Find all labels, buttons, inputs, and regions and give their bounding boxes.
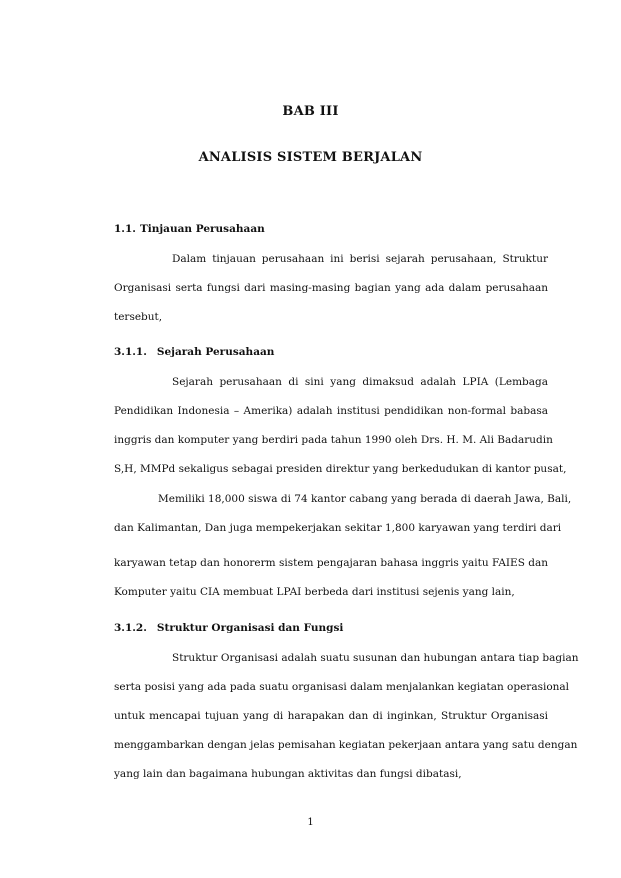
paragraph-line: inggris dan komputer yang berdiri pada tahun 1990 oleh Drs. H. M. Ali Badarudin [114, 434, 553, 446]
paragraph-line: untuk mencapai tujuan yang di harapakan dan di inginkan, Struktur Organisasi [114, 710, 548, 722]
section-title: Sejarah Perusahaan [156, 346, 275, 358]
paragraph-line: karyawan tetap dan honorerm sistem pengajaran bahasa inggris yaitu FAIES dan [114, 557, 548, 569]
paragraph-line: serta posisi yang ada pada suatu organisasi dalam menjalankan kegiatan operasional [114, 681, 570, 693]
paragraph-line: S,H, MMPd sekaligus sebagai presiden direktur yang berkedudukan di kantor pusat, [114, 463, 567, 475]
paragraph-line: Dalam tinjauan perusahaan ini berisi sejarah perusahaan, Struktur [172, 253, 548, 265]
paragraph-line: dan Kalimantan, Dan juga mempekerjakan sekitar 1,800 karyawan yang terdiri dari [114, 522, 562, 534]
section-heading-sejarah [114, 346, 274, 358]
section-number: 3.1.1. [114, 346, 147, 358]
page-number: 1 [307, 817, 314, 828]
section-heading-tinjauan [114, 223, 265, 235]
paragraph-line: Organisasi serta fungsi dari masing-masing bagian yang ada dalam perusahaan [114, 282, 548, 294]
paragraph-line: Pendidikan Indonesia – Amerika) adalah institusi pendidikan non-formal babasa [114, 405, 548, 417]
chapter-title: ANALISIS SISTEM BERJALAN [198, 150, 423, 165]
paragraph-line: Komputer yaitu CIA membuat LPAI berbeda dari institusi sejenis yang lain, [114, 586, 515, 598]
section-title: Struktur Organisasi dan Fungsi [156, 622, 344, 634]
section-title: Tinjauan Perusahaan [139, 223, 265, 235]
paragraph-line: yang lain dan bagaimana hubungan aktivitas dan fungsi dibatasi, [114, 768, 462, 780]
paragraph-line: Memiliki 18,000 siswa di 74 kantor cabang yang berada di daerah Jawa, Bali, [158, 493, 572, 505]
chapter-number: BAB III [282, 104, 339, 119]
paragraph-line: Sejarah perusahaan di sini yang dimaksud adalah LPIA (Lembaga [172, 376, 548, 388]
paragraph-line: tersebut, [114, 311, 163, 323]
paragraph-line: Struktur Organisasi adalah suatu susunan dan hubungan antara tiap bagian [172, 652, 579, 664]
section-heading-struktur [114, 622, 343, 634]
section-number: 3.1.2. [114, 622, 147, 634]
section-number: 1.1. [114, 223, 136, 235]
paragraph-line: menggambarkan dengan jelas pemisahan kegiatan pekerjaan antara yang satu dengan [114, 739, 578, 751]
